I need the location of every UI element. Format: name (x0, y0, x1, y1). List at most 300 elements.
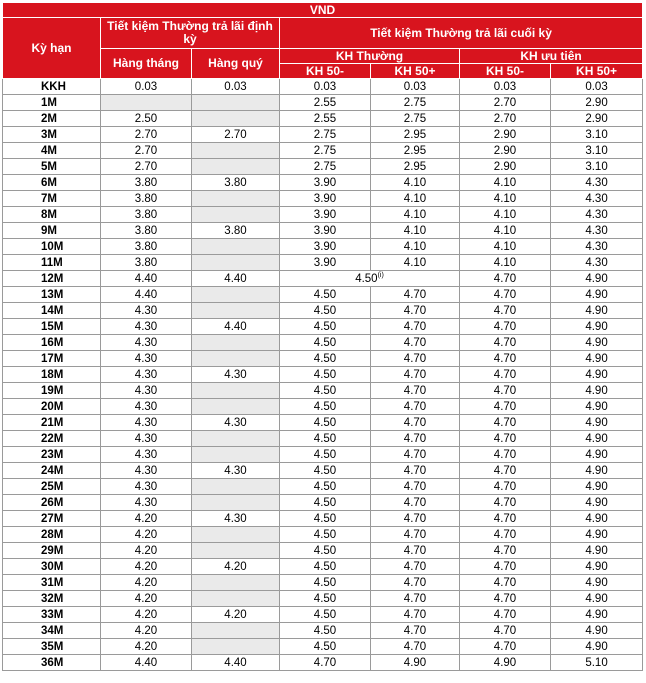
monthly-rate-cell: 4.20 (101, 623, 192, 639)
quarterly-rate-cell (192, 303, 280, 319)
regular-over50-rate-cell: 4.90 (371, 655, 460, 671)
priority-under50-rate-cell: 4.70 (460, 351, 551, 367)
table-row (3, 207, 643, 223)
regular-over50-rate-cell: 4.70 (371, 527, 460, 543)
regular-over50-rate-cell: 4.70 (371, 543, 460, 559)
priority-over50-rate-cell: 4.90 (551, 271, 643, 287)
table-row (3, 351, 643, 367)
term-cell: 3M (3, 127, 101, 143)
quarterly-rate-cell (192, 639, 280, 655)
regular-over50-rate-cell: 2.95 (371, 143, 460, 159)
footnote-marker: (i) (377, 271, 384, 279)
regular-under50-rate-cell: 4.50 (280, 431, 371, 447)
monthly-rate-cell: 3.80 (101, 175, 192, 191)
priority-under50-rate-cell: 4.70 (460, 591, 551, 607)
table-body (3, 79, 643, 671)
regular-over50-rate-cell: 4.70 (371, 591, 460, 607)
table-row (3, 511, 643, 527)
regular-over50-rate-cell: 4.70 (371, 303, 460, 319)
term-cell: 12M (3, 271, 101, 287)
priority-over50-rate-cell: 4.90 (551, 607, 643, 623)
regular-under50-rate-cell: 4.50 (280, 463, 371, 479)
priority-over50-rate-cell: 4.90 (551, 463, 643, 479)
priority-over50-rate-cell: 4.90 (551, 447, 643, 463)
priority-under50-rate-cell: 4.70 (460, 399, 551, 415)
term-header: Kỳ hạn (3, 18, 101, 79)
quarterly-rate-cell (192, 383, 280, 399)
regular-over50-rate-cell: 4.70 (371, 623, 460, 639)
priority-under50-rate-cell: 2.90 (460, 159, 551, 175)
quarterly-rate-cell (192, 335, 280, 351)
regular-over50-header: KH 50+ (371, 64, 460, 79)
regular-under50-rate-cell: 2.75 (280, 143, 371, 159)
regular-over50-rate-cell: 4.10 (371, 207, 460, 223)
quarterly-rate-cell (192, 159, 280, 175)
monthly-rate-cell: 3.80 (101, 239, 192, 255)
regular-over50-rate-cell: 4.10 (371, 191, 460, 207)
table-row (3, 367, 643, 383)
monthly-rate-cell: 4.30 (101, 447, 192, 463)
regular-under50-rate-cell: 4.50 (280, 351, 371, 367)
table-row (3, 127, 643, 143)
priority-under50-rate-cell: 4.70 (460, 511, 551, 527)
table-row (3, 415, 643, 431)
regular-under50-rate-cell: 3.90 (280, 239, 371, 255)
monthly-rate-cell: 4.40 (101, 271, 192, 287)
currency-header: VND (3, 3, 643, 18)
monthly-rate-cell: 4.20 (101, 527, 192, 543)
monthly-rate-cell: 4.20 (101, 575, 192, 591)
quarterly-rate-cell (192, 399, 280, 415)
term-cell: 18M (3, 367, 101, 383)
monthly-rate-cell: 4.40 (101, 655, 192, 671)
term-cell: 1M (3, 95, 101, 111)
table-row (3, 239, 643, 255)
monthly-rate-cell: 4.30 (101, 303, 192, 319)
term-cell: 5M (3, 159, 101, 175)
regular-over50-rate-cell: 4.70 (371, 447, 460, 463)
regular-over50-rate-cell: 4.10 (371, 175, 460, 191)
table-row (3, 639, 643, 655)
priority-over50-rate-cell: 4.90 (551, 479, 643, 495)
regular-under50-rate-cell: 2.75 (280, 159, 371, 175)
priority-under50-rate-cell: 4.70 (460, 543, 551, 559)
term-cell: 9M (3, 223, 101, 239)
table-row (3, 383, 643, 399)
table-row (3, 447, 643, 463)
priority-under50-rate-cell: 4.70 (460, 287, 551, 303)
regular-over50-rate-cell: 4.70 (371, 495, 460, 511)
regular-over50-rate-cell: 4.70 (371, 431, 460, 447)
table-row (3, 335, 643, 351)
monthly-rate-cell: 2.70 (101, 127, 192, 143)
regular-over50-rate-cell: 4.70 (371, 575, 460, 591)
regular-over50-rate-cell: 2.75 (371, 111, 460, 127)
regular-over50-rate-cell: 4.10 (371, 223, 460, 239)
priority-under50-rate-cell: 4.90 (460, 655, 551, 671)
priority-over50-rate-cell: 4.90 (551, 575, 643, 591)
regular-under50-rate-cell: 3.90 (280, 223, 371, 239)
term-cell: 33M (3, 607, 101, 623)
quarterly-rate-cell: 4.40 (192, 655, 280, 671)
priority-over50-rate-cell: 3.10 (551, 143, 643, 159)
priority-under50-rate-cell: 4.10 (460, 175, 551, 191)
regular-under50-rate-cell: 4.50 (280, 367, 371, 383)
regular-under50-rate-cell: 4.50 (280, 415, 371, 431)
table-row (3, 463, 643, 479)
table-row (3, 655, 643, 671)
regular-under50-rate-cell: 4.50 (280, 447, 371, 463)
monthly-rate-cell: 3.80 (101, 223, 192, 239)
priority-under50-rate-cell: 4.70 (460, 383, 551, 399)
priority-under50-rate-cell: 4.70 (460, 415, 551, 431)
quarterly-rate-cell: 0.03 (192, 79, 280, 95)
monthly-rate-cell: 2.70 (101, 143, 192, 159)
regular-under50-rate-cell: 4.50 (280, 607, 371, 623)
monthly-rate-cell: 4.20 (101, 511, 192, 527)
interest-rate-table (2, 2, 643, 671)
regular-under50-rate-cell: 4.70 (280, 655, 371, 671)
regular-over50-rate-cell: 4.70 (371, 399, 460, 415)
quarterly-rate-cell (192, 431, 280, 447)
priority-under50-rate-cell: 4.70 (460, 575, 551, 591)
regular-under50-rate-cell: 4.50 (280, 303, 371, 319)
monthly-rate-cell: 4.30 (101, 463, 192, 479)
table-row (3, 175, 643, 191)
priority-over50-rate-cell: 4.90 (551, 639, 643, 655)
priority-under50-rate-cell: 4.70 (460, 623, 551, 639)
priority-under50-rate-cell: 4.70 (460, 431, 551, 447)
table-row (3, 495, 643, 511)
table-row (3, 255, 643, 271)
priority-under50-rate-cell: 4.70 (460, 639, 551, 655)
quarterly-rate-cell: 2.70 (192, 127, 280, 143)
end-of-term-header: Tiết kiệm Thường trả lãi cuối kỳ (280, 18, 643, 49)
priority-over50-rate-cell: 4.90 (551, 335, 643, 351)
monthly-rate-cell: 4.20 (101, 543, 192, 559)
priority-over50-rate-cell: 4.90 (551, 351, 643, 367)
regular-over50-rate-cell: 4.10 (371, 255, 460, 271)
term-cell: 4M (3, 143, 101, 159)
term-cell: 26M (3, 495, 101, 511)
table-row (3, 111, 643, 127)
priority-over50-rate-cell: 4.30 (551, 255, 643, 271)
quarterly-rate-cell (192, 143, 280, 159)
table-row (3, 575, 643, 591)
priority-over50-rate-cell: 4.90 (551, 559, 643, 575)
quarterly-rate-cell: 4.30 (192, 511, 280, 527)
quarterly-rate-cell (192, 255, 280, 271)
regular-under50-rate-cell: 3.90 (280, 191, 371, 207)
term-cell: 31M (3, 575, 101, 591)
quarterly-rate-cell: 4.20 (192, 607, 280, 623)
priority-under50-rate-cell: 4.70 (460, 303, 551, 319)
quarterly-rate-cell (192, 543, 280, 559)
regular-over50-rate-cell: 4.70 (371, 383, 460, 399)
priority-over50-rate-cell: 4.90 (551, 591, 643, 607)
quarterly-rate-cell (192, 351, 280, 367)
priority-under50-rate-cell: 4.10 (460, 239, 551, 255)
regular-under50-header: KH 50- (280, 64, 371, 79)
priority-over50-rate-cell: 4.90 (551, 511, 643, 527)
priority-over50-rate-cell: 4.90 (551, 367, 643, 383)
regular-over50-rate-cell: 4.70 (371, 511, 460, 527)
table-row (3, 191, 643, 207)
regular-under50-rate-cell: 3.90 (280, 207, 371, 223)
term-cell: 15M (3, 319, 101, 335)
monthly-rate-cell: 4.20 (101, 639, 192, 655)
regular-over50-rate-cell: 4.70 (371, 559, 460, 575)
quarterly-rate-cell (192, 591, 280, 607)
table-row (3, 159, 643, 175)
regular-under50-rate-cell: 4.50 (280, 335, 371, 351)
term-cell: 10M (3, 239, 101, 255)
priority-under50-rate-cell: 4.70 (460, 271, 551, 287)
table-row (3, 543, 643, 559)
table-row (3, 431, 643, 447)
interest-rate-table-container (2, 2, 642, 671)
periodic-interest-header: Tiết kiệm Thường trả lãi định kỳ (101, 18, 280, 49)
monthly-rate-cell: 4.30 (101, 351, 192, 367)
regular-under50-rate-cell: 4.50 (280, 479, 371, 495)
regular-over50-rate-cell: 4.10 (371, 239, 460, 255)
regular-under50-rate-cell: 4.50 (280, 527, 371, 543)
quarterly-rate-cell (192, 191, 280, 207)
quarterly-rate-cell (192, 447, 280, 463)
quarterly-rate-cell (192, 207, 280, 223)
quarterly-rate-cell: 4.30 (192, 463, 280, 479)
quarterly-rate-cell: 3.80 (192, 175, 280, 191)
monthly-rate-cell: 3.80 (101, 191, 192, 207)
priority-under50-rate-cell: 0.03 (460, 79, 551, 95)
regular-over50-rate-cell: 0.03 (371, 79, 460, 95)
regular-over50-rate-cell: 4.70 (371, 607, 460, 623)
monthly-rate-cell: 4.40 (101, 287, 192, 303)
regular-over50-rate-cell: 4.70 (371, 367, 460, 383)
quarterly-header: Hàng quý (192, 49, 280, 79)
regular-over50-rate-cell: 2.95 (371, 127, 460, 143)
term-cell: 32M (3, 591, 101, 607)
monthly-rate-cell: 4.20 (101, 607, 192, 623)
monthly-rate-cell: 3.80 (101, 207, 192, 223)
table-row (3, 319, 643, 335)
monthly-rate-cell: 3.80 (101, 255, 192, 271)
quarterly-rate-cell (192, 239, 280, 255)
regular-under50-rate-cell: 2.55 (280, 95, 371, 111)
table-header (3, 3, 643, 79)
term-cell: 36M (3, 655, 101, 671)
priority-under50-rate-cell: 4.70 (460, 527, 551, 543)
priority-over50-rate-cell: 4.90 (551, 431, 643, 447)
priority-over50-rate-cell: 4.30 (551, 239, 643, 255)
priority-under50-rate-cell: 2.90 (460, 127, 551, 143)
term-cell: 23M (3, 447, 101, 463)
term-cell: 11M (3, 255, 101, 271)
priority-over50-rate-cell: 4.90 (551, 303, 643, 319)
table-row (3, 95, 643, 111)
monthly-rate-cell: 4.30 (101, 383, 192, 399)
quarterly-rate-cell (192, 495, 280, 511)
table-row (3, 223, 643, 239)
monthly-rate-cell: 4.20 (101, 559, 192, 575)
table-row (3, 479, 643, 495)
regular-under50-rate-cell: 4.50 (280, 623, 371, 639)
table-row (3, 399, 643, 415)
term-cell: 27M (3, 511, 101, 527)
priority-over50-rate-cell: 4.90 (551, 495, 643, 511)
monthly-rate-cell (101, 95, 192, 111)
priority-over50-rate-cell: 4.30 (551, 191, 643, 207)
term-cell: 30M (3, 559, 101, 575)
regular-over50-rate-cell: 2.75 (371, 95, 460, 111)
regular-under50-rate-cell: 4.50 (280, 319, 371, 335)
term-cell: 35M (3, 639, 101, 655)
priority-over50-rate-cell: 5.10 (551, 655, 643, 671)
monthly-rate-cell: 4.30 (101, 431, 192, 447)
regular-over50-rate-cell: 4.70 (371, 479, 460, 495)
term-cell: 2M (3, 111, 101, 127)
term-cell: 34M (3, 623, 101, 639)
priority-under50-rate-cell: 2.90 (460, 143, 551, 159)
monthly-rate-cell: 4.30 (101, 335, 192, 351)
regular-under50-rate-cell: 4.50 (280, 287, 371, 303)
table-row (3, 303, 643, 319)
term-cell: 29M (3, 543, 101, 559)
priority-over50-rate-cell: 0.03 (551, 79, 643, 95)
priority-over50-rate-cell: 3.10 (551, 159, 643, 175)
priority-over50-rate-cell: 4.90 (551, 543, 643, 559)
priority-under50-rate-cell: 4.10 (460, 207, 551, 223)
regular-over50-rate-cell: 4.70 (371, 639, 460, 655)
table-row (3, 271, 643, 287)
priority-under50-rate-cell: 4.70 (460, 479, 551, 495)
quarterly-rate-cell (192, 95, 280, 111)
regular-under50-rate-cell: 3.90 (280, 255, 371, 271)
regular-under50-rate-cell: 4.50 (280, 591, 371, 607)
table-row (3, 79, 643, 95)
term-cell: 21M (3, 415, 101, 431)
quarterly-rate-cell: 4.40 (192, 271, 280, 287)
regular-under50-rate-cell: 4.50 (280, 559, 371, 575)
table-row (3, 527, 643, 543)
term-cell: 17M (3, 351, 101, 367)
table-row (3, 143, 643, 159)
quarterly-rate-cell (192, 287, 280, 303)
monthly-rate-cell: 2.50 (101, 111, 192, 127)
term-cell: 28M (3, 527, 101, 543)
quarterly-rate-cell (192, 623, 280, 639)
monthly-rate-cell: 4.30 (101, 367, 192, 383)
regular-under50-rate-cell: 4.50 (280, 399, 371, 415)
term-cell: 14M (3, 303, 101, 319)
regular-under50-rate-cell: 4.50 (280, 575, 371, 591)
table-row (3, 607, 643, 623)
monthly-rate-cell: 4.30 (101, 479, 192, 495)
priority-over50-rate-cell: 4.90 (551, 383, 643, 399)
regular-under50-rate-cell: 2.75 (280, 127, 371, 143)
term-cell: 20M (3, 399, 101, 415)
table-row (3, 623, 643, 639)
regular-under50-rate-cell: 2.55 (280, 111, 371, 127)
priority-over50-rate-cell: 4.90 (551, 527, 643, 543)
priority-under50-rate-cell: 4.10 (460, 255, 551, 271)
monthly-rate-cell: 4.30 (101, 495, 192, 511)
priority-over50-header: KH 50+ (551, 64, 643, 79)
monthly-rate-cell: 2.70 (101, 159, 192, 175)
term-cell: 25M (3, 479, 101, 495)
quarterly-rate-cell: 3.80 (192, 223, 280, 239)
priority-customer-header: KH ưu tiên (460, 49, 643, 64)
monthly-rate-cell: 4.20 (101, 591, 192, 607)
term-cell: 8M (3, 207, 101, 223)
priority-under50-rate-cell: 4.10 (460, 191, 551, 207)
term-cell: 19M (3, 383, 101, 399)
quarterly-rate-cell: 4.40 (192, 319, 280, 335)
priority-over50-rate-cell: 4.90 (551, 287, 643, 303)
priority-over50-rate-cell: 4.90 (551, 399, 643, 415)
priority-over50-rate-cell: 2.90 (551, 95, 643, 111)
term-cell: KKH (3, 79, 101, 95)
table-row (3, 559, 643, 575)
regular-over50-rate-cell: 4.70 (371, 319, 460, 335)
priority-over50-rate-cell: 4.90 (551, 319, 643, 335)
quarterly-rate-cell (192, 111, 280, 127)
regular-over50-rate-cell: 4.70 (371, 335, 460, 351)
priority-under50-rate-cell: 4.70 (460, 335, 551, 351)
regular-merged-rate-cell (280, 271, 460, 287)
regular-under50-rate-cell: 4.50 (280, 495, 371, 511)
table-row (3, 591, 643, 607)
term-cell: 6M (3, 175, 101, 191)
priority-under50-rate-cell: 4.70 (460, 495, 551, 511)
priority-under50-rate-cell: 2.70 (460, 111, 551, 127)
table-row (3, 287, 643, 303)
regular-over50-rate-cell: 4.70 (371, 287, 460, 303)
priority-under50-rate-cell: 4.10 (460, 223, 551, 239)
quarterly-rate-cell: 4.30 (192, 415, 280, 431)
monthly-header: Hàng tháng (101, 49, 192, 79)
quarterly-rate-cell (192, 527, 280, 543)
priority-over50-rate-cell: 4.90 (551, 623, 643, 639)
regular-over50-rate-cell: 4.70 (371, 463, 460, 479)
regular-over50-rate-cell: 4.70 (371, 415, 460, 431)
regular-under50-rate-cell: 4.50 (280, 639, 371, 655)
term-cell: 13M (3, 287, 101, 303)
priority-over50-rate-cell: 4.90 (551, 415, 643, 431)
priority-under50-rate-cell: 4.70 (460, 559, 551, 575)
term-cell: 22M (3, 431, 101, 447)
priority-under50-rate-cell: 4.70 (460, 319, 551, 335)
priority-under50-rate-cell: 4.70 (460, 367, 551, 383)
priority-under50-header: KH 50- (460, 64, 551, 79)
monthly-rate-cell: 4.30 (101, 415, 192, 431)
priority-under50-rate-cell: 4.70 (460, 607, 551, 623)
monthly-rate-cell: 0.03 (101, 79, 192, 95)
priority-under50-rate-cell: 4.70 (460, 463, 551, 479)
priority-over50-rate-cell: 4.30 (551, 207, 643, 223)
term-cell: 7M (3, 191, 101, 207)
priority-under50-rate-cell: 4.70 (460, 447, 551, 463)
quarterly-rate-cell: 4.20 (192, 559, 280, 575)
monthly-rate-cell: 4.30 (101, 319, 192, 335)
priority-over50-rate-cell: 2.90 (551, 111, 643, 127)
regular-under50-rate-cell: 4.50 (280, 543, 371, 559)
regular-over50-rate-cell: 2.95 (371, 159, 460, 175)
priority-over50-rate-cell: 3.10 (551, 127, 643, 143)
priority-under50-rate-cell: 2.70 (460, 95, 551, 111)
regular-under50-rate-cell: 4.50 (280, 511, 371, 527)
term-cell: 16M (3, 335, 101, 351)
